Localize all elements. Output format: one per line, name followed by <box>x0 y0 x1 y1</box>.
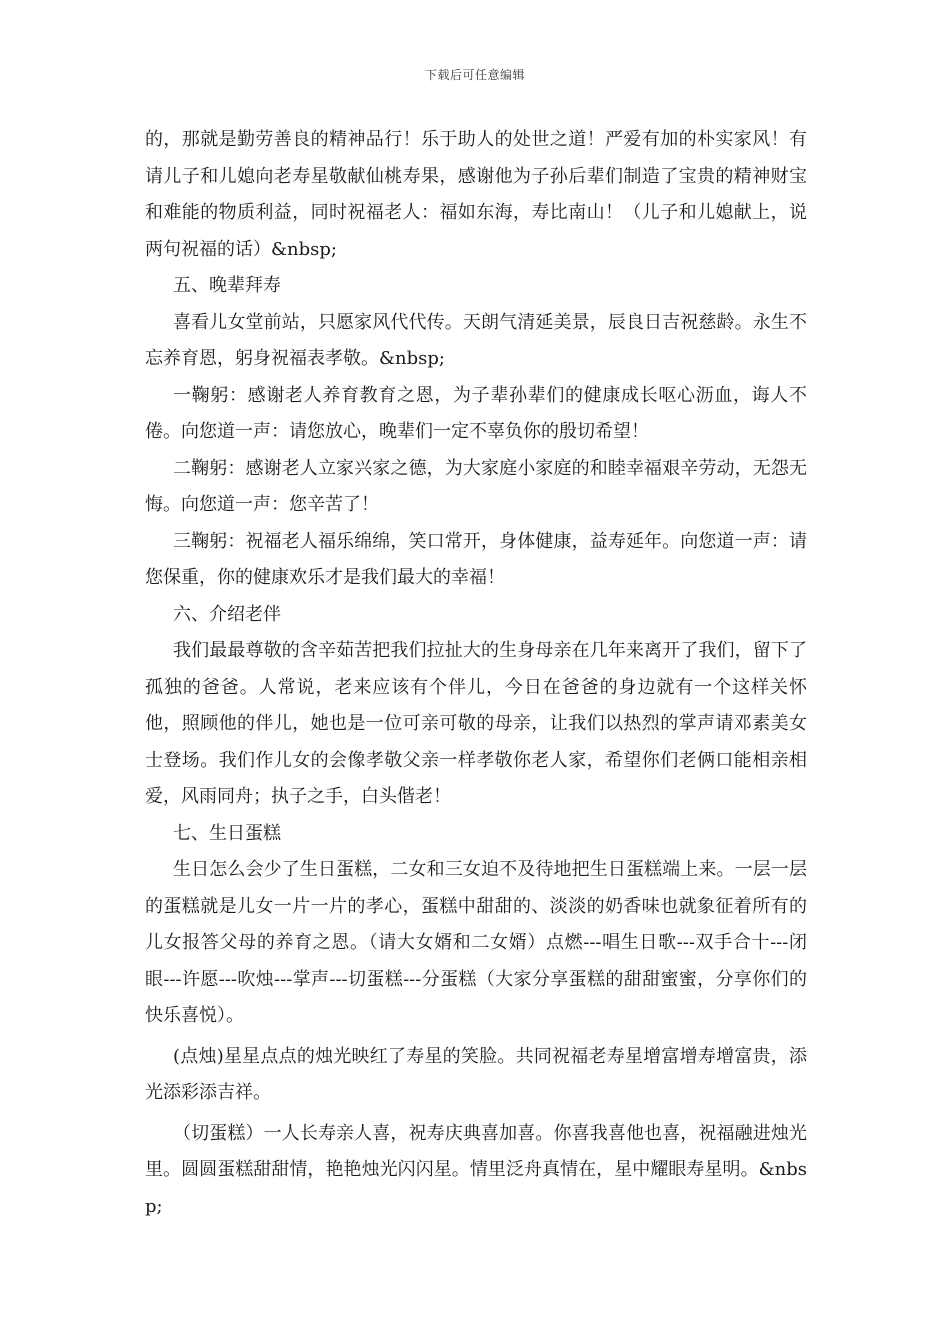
paragraph-birthday-cake: 生日怎么会少了生日蛋糕，二女和三女迫不及待地把生日蛋糕端上来。一层一层的蛋糕就是儿女一片一片的孝心，蛋糕中甜甜的、淡淡的奶香味也就象征着所有的儿女报答父母的养育之恩。（请大女婿和二女婿）点燃---唱生日歌---双手合十---闭眼---许愿---吹烛---掌声---切蛋糕---分蛋糕（大家分享蛋糕的甜甜蜜蜜，分享你们的快乐喜悦）。 <box>145 859 807 1026</box>
paragraph-cut-cake: （切蛋糕）一人长寿亲人喜，祝寿庆典喜加喜。你喜我喜他也喜，祝福融进烛光里。圆圆蛋糕甜甜情，艳艳烛光闪闪星。情里泛舟真情在，星中耀眼寿星明。&nbsp; <box>145 1122 807 1217</box>
paragraph-second-bow: 二鞠躬：感谢老人立家兴家之德，为大家庭小家庭的和睦幸福艰辛劳动，无怨无悔。向您道一声：您辛苦了！ <box>145 457 807 515</box>
section-heading-5: 五、晚辈拜寿 <box>173 275 281 296</box>
paragraph-first-bow: 一鞠躬：感谢老人养育教育之恩，为子辈孙辈们的健康成长呕心沥血，诲人不倦。向您道一声：请您放心，晚辈们一定不辜负你的殷切希望！ <box>145 384 807 442</box>
paragraph-introduce-partner: 我们最最尊敬的含辛茹苦把我们拉扯大的生身母亲在几年来离开了我们，留下了孤独的爸爸。人常说，老来应该有个伴儿，今日在爸爸的身边就有一个这样关怀他，照顾他的伴儿，她也是一位可亲可敬的母亲，让我们以热烈的掌声请邓素美女士登场。我们作儿女的会像孝敬父亲一样孝敬你老人家，希望你们老俩口能相亲相爱，风雨同舟；执子之手，白头偕老！ <box>145 640 807 807</box>
section-heading-6: 六、介绍老伴 <box>173 603 281 625</box>
paragraph-blessing-continued: 的，那就是勤劳善良的精神品行！乐于助人的处世之道！严爱有加的朴实家风！有请儿子和儿媳向老寿星敬献仙桃寿果，感谢他为子孙后辈们制造了宝贵的精神财宝和难能的物质利益，同时祝福老人：福如东海，寿比南山！（儿子和儿媳献上，说两句祝福的话）&nbsp; <box>145 129 807 260</box>
paragraph-third-bow: 三鞠躬：祝福老人福乐绵绵，笑口常开，身体健康，益寿延年。向您道一声：请您保重，你的健康欢乐才是我们最大的幸福！ <box>145 530 807 588</box>
paragraph-light-candles: (点烛)星星点点的烛光映红了寿星的笑脸。共同祝福老寿星增富增寿增富贵，添光添彩添吉祥。 <box>145 1045 807 1103</box>
section-heading-7: 七、生日蛋糕 <box>173 822 281 844</box>
document-body <box>145 122 807 1225</box>
page-header: 下载后可任意编辑 <box>424 68 525 82</box>
paragraph-juniors-intro: 喜看儿女堂前站，只愿家风代代传。天朗气清延美景，辰良日吉祝慈龄。永生不忘养育恩，躬身祝福表孝敬。&nbsp; <box>145 311 807 369</box>
